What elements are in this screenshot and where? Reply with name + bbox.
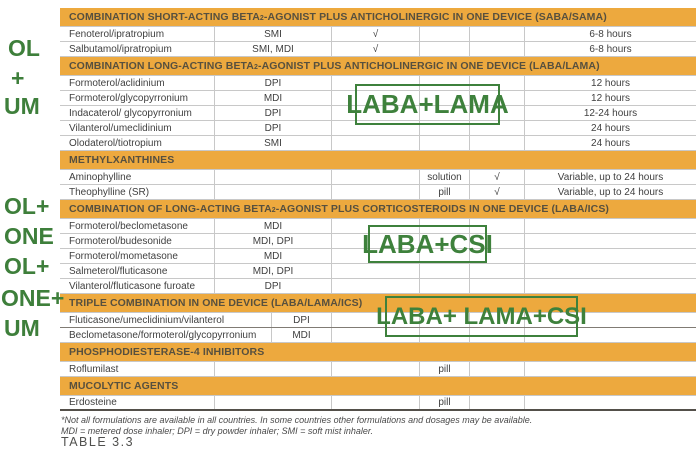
form-cell: [420, 136, 470, 150]
margin-annotation: UM: [4, 93, 40, 119]
duration-cell: 6-8 hours: [589, 28, 632, 40]
nebulizer-check-cell: [332, 170, 420, 184]
section-header: [60, 151, 696, 169]
section-header-text: COMBINATION LONG-ACTING BETA: [69, 60, 254, 72]
oral-check-cell: [470, 362, 525, 376]
table-row: [60, 396, 696, 411]
table-caption: TABLE 3.3: [61, 435, 135, 449]
device-cell: MDI, DPI: [215, 234, 332, 248]
form-cell: [420, 279, 470, 293]
section-header-text: PHOSPHODIESTERASE-4 INHIBITORS: [69, 346, 265, 358]
nebulizer-check-cell: √: [332, 27, 420, 41]
table-row: [60, 136, 696, 151]
device-cell: [215, 362, 332, 376]
laba-ics-annotation-box: LABA+CSI: [368, 225, 487, 263]
duration-cell: Variable, up to 24 hours: [557, 171, 664, 183]
duration-cell: 12-24 hours: [583, 107, 638, 119]
section-rows: [60, 26, 696, 57]
laba-lama-annotation-box: LABA+LAMA: [355, 84, 500, 125]
drug-name-cell: Erdosteine: [60, 396, 215, 409]
duration-cell: 6-8 hours: [589, 43, 632, 55]
drug-name-cell: Vilanterol/fluticasone furoate: [60, 279, 215, 293]
oral-check-cell: [470, 264, 525, 278]
nebulizer-check-cell: [332, 264, 420, 278]
oral-check-cell: [470, 396, 525, 409]
device-cell: MDI: [215, 91, 332, 105]
section-header-text: COMBINATION SHORT-ACTING BETA: [69, 11, 260, 23]
device-cell: DPI: [215, 279, 332, 293]
duration-cell: [525, 249, 696, 263]
footnote-availability: *Not all formulations are available in all countries. In some countries other formulations and dosages may be available.: [61, 415, 533, 425]
oral-check-cell: √: [470, 170, 525, 184]
duration-cell: [525, 396, 696, 409]
drug-name-cell: Aminophylline: [60, 170, 215, 184]
device-cell: MDI, DPI: [215, 264, 332, 278]
table-row: [60, 27, 696, 42]
oral-check-cell: [470, 42, 525, 56]
section-header: COMBINATION OF LONG-ACTING BETA $_2$ -AGONIST PLUS CORTICOSTEROIDS IN ONE DEVICE (LABA/ICS): [60, 200, 696, 218]
drug-name-cell: Formoterol/glycopyrronium: [60, 91, 215, 105]
oral-check-cell: [470, 27, 525, 41]
device-cell: DPI: [272, 313, 332, 327]
drug-name-cell: Formoterol/budesonide: [60, 234, 215, 248]
form-cell: pill: [420, 362, 470, 376]
margin-annotation: OL+: [4, 253, 50, 279]
footnote-abbreviations: MDI = metered dose inhaler; DPI = dry powder inhaler; SMI = soft mist inhaler.: [61, 426, 374, 436]
nebulizer-check-cell: [332, 362, 420, 376]
margin-annotation: ONE: [4, 223, 54, 249]
form-cell: [420, 264, 470, 278]
drug-name-cell: Fenoterol/ipratropium: [60, 27, 215, 41]
drug-name-cell: Vilanterol/umeclidinium: [60, 121, 215, 135]
form-cell: solution: [420, 170, 470, 184]
oral-check-cell: [470, 136, 525, 150]
device-cell: [215, 185, 332, 199]
oral-check-cell: √: [470, 185, 525, 199]
section-header: [60, 377, 696, 395]
table-row: [60, 185, 696, 200]
section-header-text: MUCOLYTIC AGENTS: [69, 380, 179, 392]
device-cell: MDI: [215, 249, 332, 263]
margin-annotation: UM: [4, 315, 40, 341]
device-cell: MDI: [272, 328, 332, 342]
section-header-text: METHYLXANTHINES: [69, 154, 175, 166]
device-cell: DPI: [215, 106, 332, 120]
nebulizer-check-cell: [332, 136, 420, 150]
duration-cell: 24 hours: [591, 137, 630, 149]
table-row: [60, 42, 696, 57]
nebulizer-check-cell: [332, 185, 420, 199]
drug-name-cell: Roflumilast: [60, 362, 215, 376]
section-header: COMBINATION SHORT-ACTING BETA $_2$ -AGONIST PLUS ANTICHOLINERGIC IN ONE DEVICE (SABA/SAMA): [60, 8, 696, 26]
duration-cell: 12 hours: [591, 77, 630, 89]
table-row: [60, 170, 696, 185]
drug-name-cell: Beclometasone/formoterol/glycopyrronium: [60, 328, 272, 342]
section-header: COMBINATION LONG-ACTING BETA $_2$ -AGONIST PLUS ANTICHOLINERGIC IN ONE DEVICE (LABA/LAMA): [60, 57, 696, 75]
device-cell: DPI: [215, 121, 332, 135]
section-rows: [60, 395, 696, 411]
drug-name-cell: Formoterol/beclometasone: [60, 219, 215, 233]
section-rows: [60, 169, 696, 200]
nebulizer-check-cell: [332, 396, 420, 409]
margin-annotation: OL+: [4, 193, 50, 219]
drug-name-cell: Salmeterol/fluticasone: [60, 264, 215, 278]
drug-name-cell: Olodaterol/tiotropium: [60, 136, 215, 150]
duration-cell: Variable, up to 24 hours: [557, 186, 664, 198]
margin-annotation: OL: [8, 35, 40, 61]
margin-annotation: +: [11, 65, 25, 91]
form-cell: pill: [420, 396, 470, 409]
section-header-text: TRIPLE COMBINATION IN ONE DEVICE (LABA/LAMA/ICS): [69, 297, 363, 309]
form-cell: [420, 42, 470, 56]
duration-cell: [525, 279, 696, 293]
drug-name-cell: Indacaterol/ glycopyrronium: [60, 106, 215, 120]
device-cell: [215, 396, 332, 409]
duration-cell: 12 hours: [591, 92, 630, 104]
drug-name-cell: Theophylline (SR): [60, 185, 215, 199]
section-rows: [60, 361, 696, 377]
device-cell: MDI: [215, 219, 332, 233]
device-cell: SMI: [215, 27, 332, 41]
nebulizer-check-cell: √: [332, 42, 420, 56]
drug-name-cell: Formoterol/mometasone: [60, 249, 215, 263]
device-cell: [215, 170, 332, 184]
triple-annotation-box: LABA+ LAMA+CSI: [385, 296, 578, 337]
drug-name-cell: Salbutamol/ipratropium: [60, 42, 215, 56]
form-cell: pill: [420, 185, 470, 199]
table-row: [60, 362, 696, 377]
form-cell: [420, 27, 470, 41]
section-header-text: -AGONIST PLUS CORTICOSTEROIDS IN ONE DEVICE (LABA/ICS): [275, 203, 610, 215]
duration-cell: [525, 234, 696, 248]
table-row: [60, 264, 696, 279]
oral-check-cell: [470, 279, 525, 293]
drug-name-cell: Fluticasone/umeclidinium/vilanterol: [60, 313, 272, 327]
table-row: [60, 279, 696, 294]
medications-table: [60, 8, 696, 411]
section-header-text: -AGONIST PLUS ANTICHOLINERGIC IN ONE DEVICE (LABA/LAMA): [257, 60, 600, 72]
duration-cell: [525, 362, 696, 376]
device-cell: DPI: [215, 76, 332, 90]
duration-cell: [525, 264, 696, 278]
nebulizer-check-cell: [332, 279, 420, 293]
section-header: [60, 343, 696, 361]
duration-cell: 24 hours: [591, 122, 630, 134]
section-header-text: COMBINATION OF LONG-ACTING BETA: [69, 203, 272, 215]
section-header-text: -AGONIST PLUS ANTICHOLINERGIC IN ONE DEVICE (SABA/SAMA): [263, 11, 607, 23]
drug-name-cell: Formoterol/aclidinium: [60, 76, 215, 90]
margin-annotation: ONE+: [1, 285, 65, 311]
duration-cell: [525, 219, 696, 233]
device-cell: SMI, MDI: [215, 42, 332, 56]
device-cell: SMI: [215, 136, 332, 150]
